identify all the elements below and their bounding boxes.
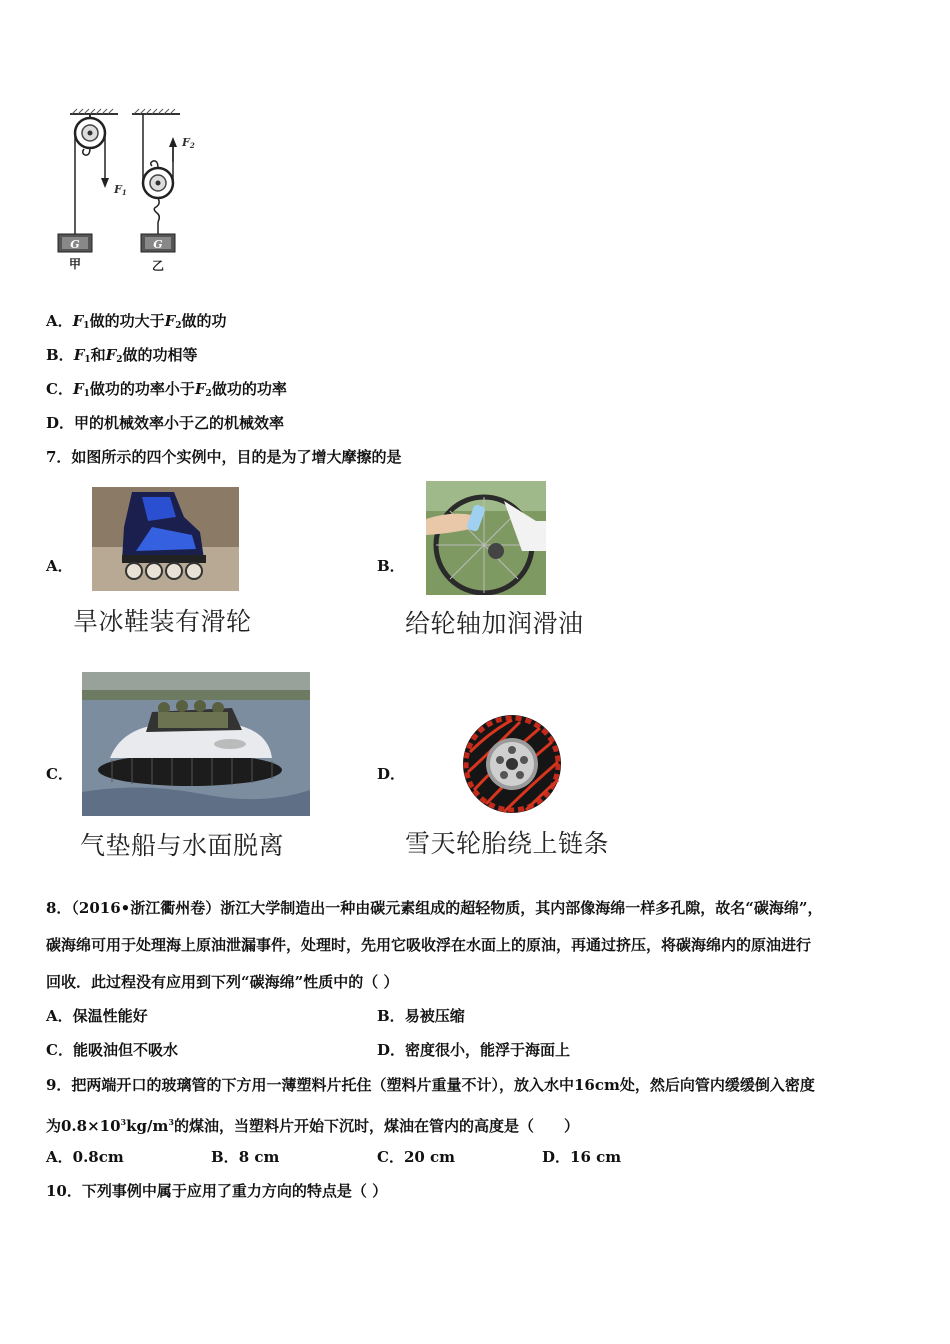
q9-stem-line1: 9．把两端开口的玻璃管的下方用一薄塑料片托住（塑料片重量不计），放入水中16cm处，然后向管内缓缓倒入密度: [46, 1076, 815, 1094]
q7-option-d-letter[interactable]: D．: [377, 765, 406, 783]
q8-option-b[interactable]: B．易被压缩: [377, 1007, 465, 1025]
weight-label-right: G: [153, 238, 163, 251]
q7-stem: 7．如图所示的四个实例中，目的是为了增大摩擦的是: [46, 448, 402, 466]
q7-caption-a: 旱冰鞋装有滑轮: [73, 607, 252, 636]
q6-option-b[interactable]: B．$F_1$和$F_2$做的功相等: [46, 346, 198, 365]
q8-stem-line3: 回收．此过程没有应用到下列“碳海绵”性质中的（ ）: [46, 973, 399, 991]
q9-stem-line2: 为$0.8\times 10^3kg/m^3$的煤油，当塑料片开始下沉时，煤油在管内的高度是（ ）: [46, 1117, 579, 1135]
weight-right: [141, 234, 175, 252]
movable-pulley: [143, 114, 173, 234]
fixed-pulley: [75, 114, 105, 234]
q9-option-b[interactable]: B．8 cm: [211, 1148, 280, 1166]
q10-stem: 10．下列事例中属于应用了重力方向的特点是（ ）: [46, 1182, 388, 1200]
q7-photo-skate: [92, 487, 239, 591]
weight-label-left: G: [70, 238, 80, 251]
q6-option-c[interactable]: C．$F_1$做功的功率小于$F_2$做功的功率: [46, 380, 287, 399]
q7-caption-b: 给轮轴加润滑油: [405, 609, 584, 638]
q6-option-d[interactable]: D．甲的机械效率小于乙的机械效率: [46, 414, 285, 432]
diagram-label-jia: 甲: [68, 257, 82, 271]
q8-option-d[interactable]: D．密度很小，能浮于海面上: [377, 1041, 571, 1059]
force-arrow-f1: [101, 160, 109, 188]
q7-option-b-letter[interactable]: B．: [377, 557, 405, 575]
q9-option-a[interactable]: A．0.8cm: [46, 1148, 124, 1166]
force-label-f2: F2: [182, 136, 195, 150]
weight-left: [58, 234, 92, 252]
q8-stem-line2: 碳海绵可用于处理海上原油泄漏事件，处理时，先用它吸收浮在水面上的原油，再通过挤压，将碳海绵内的原油进行: [46, 936, 812, 954]
q7-photo-hovercraft: [82, 672, 310, 816]
q8-stem-line1: 8．（2016•浙江衢州卷）浙江大学制造出一种由碳元素组成的超轻物质，其内部像海绵一样多孔隙，故名“碳海绵”，: [46, 899, 823, 917]
diagram-label-yi: 乙: [151, 259, 165, 273]
ceiling-left: [70, 109, 118, 114]
q6-option-a[interactable]: A．$F_1$做的功大于$F_2$做的功: [46, 312, 227, 331]
q8-option-c[interactable]: C．能吸油但不吸水: [46, 1041, 178, 1059]
force-arrow-f2: [169, 137, 177, 162]
q9-option-d[interactable]: D．16 cm: [542, 1148, 622, 1166]
q8-option-a[interactable]: A．保温性能好: [46, 1007, 148, 1025]
q7-photo-tire-chain: [460, 712, 564, 816]
q7-option-a-letter[interactable]: A．: [46, 557, 73, 575]
force-label-f1: F1: [114, 183, 127, 197]
q7-option-c-letter[interactable]: C．: [46, 765, 73, 783]
pulley-diagram: [40, 100, 220, 280]
q7-caption-d: 雪天轮胎绕上链条: [405, 829, 610, 858]
q7-photo-bike: [426, 481, 546, 595]
q9-option-c[interactable]: C．20 cm: [377, 1148, 456, 1166]
q7-caption-c: 气垫船与水面脱离: [80, 831, 285, 860]
ceiling-right: [132, 109, 180, 114]
